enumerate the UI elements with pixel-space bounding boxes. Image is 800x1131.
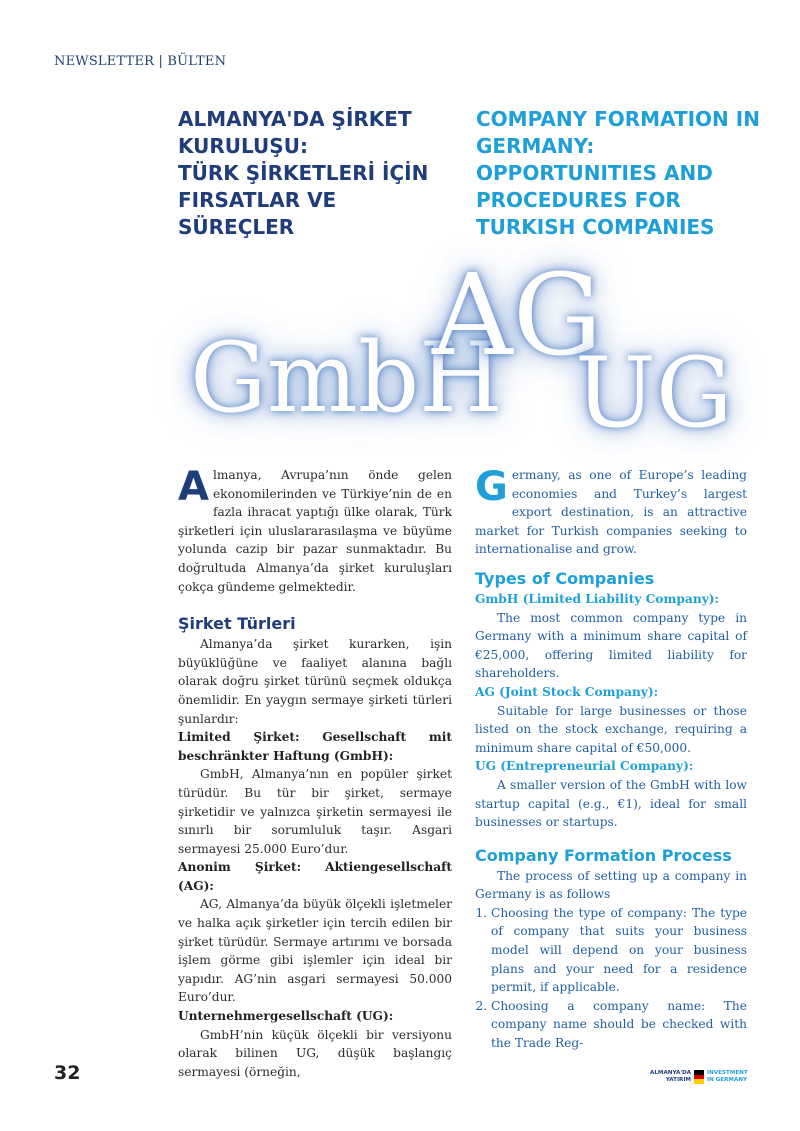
title-line: SÜREÇLER xyxy=(178,215,295,239)
gmbh-paragraph: GmbH, Almanya’nın en popüler şirket türüdür. Bu tür bir şirket, sermaye şirketidir ve yalnızca şirketin sermayesi ile sınırlı bir sorumluluk taşır. Asgari sermayesi 25.000 Euro’dur. xyxy=(178,767,452,856)
logo-text-turkish xyxy=(650,1070,691,1084)
gmbh-subheading: GmbH (Limited Liability Company): xyxy=(475,591,720,606)
newsletter-header: NEWSLETTER | BÜLTEN xyxy=(54,54,227,69)
title-line: TÜRK ŞİRKETLERİ İÇİN xyxy=(178,161,429,185)
process-heading: Company Formation Process xyxy=(475,845,732,865)
ag-subheading: AG (Joint Stock Company): xyxy=(475,684,659,699)
process-intro: The process of setting up a company in Germany is as follows xyxy=(475,868,747,902)
title-line: GERMANY: xyxy=(476,134,595,158)
intro-paragraph xyxy=(475,466,747,559)
list-item: 2. Choosing a company name: The company name should be checked with the Trade Reg- xyxy=(491,997,747,1053)
title-line: OPPORTUNITIES AND xyxy=(476,161,713,185)
logo-line: IN GERMANY xyxy=(707,1077,748,1083)
drop-cap: G xyxy=(475,464,508,510)
drop-cap: A xyxy=(178,464,209,510)
section-heading: Types of Companies xyxy=(475,568,655,588)
logo-line: YATIRIM xyxy=(665,1077,691,1083)
flag-stripe xyxy=(694,1079,704,1084)
ug-paragraph: A smaller version of the GmbH with low startup capital (e.g., €1), ideal for small businesses or startups. xyxy=(475,777,747,830)
list-item: 1. Choosing the type of company: The type of company that suits your business model will depend on your business plans and your need for a residence permit, if applicable. xyxy=(491,904,747,997)
turkish-column xyxy=(178,466,452,1081)
ag-paragraph: AG, Almanya’da büyük ölçekli işletmeler ve halka açık şirketler için tercih edilen bir şirket türüdür. Sermaye artırımı ve borsada işlem görme gibi işlemler için ideal bir yapıdır. AG’nin asgari sermayesi 50.000 Euro’dur. xyxy=(178,897,452,1005)
title-line: FIRSATLAR VE xyxy=(178,188,337,212)
section-heading: Şirket Türleri xyxy=(178,614,296,634)
english-column xyxy=(475,466,747,1053)
title-line: ALMANYA'DA ŞİRKET xyxy=(178,107,412,131)
ag-subheading: Anonim Şirket: Aktiengesellschaft (AG): xyxy=(178,860,452,893)
title-english xyxy=(476,106,776,241)
germany-flag-icon xyxy=(694,1070,704,1084)
intro-paragraph xyxy=(178,466,452,596)
title-line: KURULUŞU: xyxy=(178,134,308,158)
art-ag-text: AG xyxy=(432,251,603,381)
title-line: COMPANY FORMATION IN xyxy=(476,107,760,131)
intro-text: ermany, as one of Europe’s leading economies and Turkey’s largest export destination, is an attractive market for Turkish companies seeking to internationalise and grow. xyxy=(475,468,747,557)
title-line: PROCEDURES FOR xyxy=(476,188,681,212)
logo-text-english xyxy=(707,1070,748,1084)
investment-in-germany-logo xyxy=(650,1065,750,1089)
intro-text: lmanya, Avrupa’nın önde gelen ekonomilerinden ve Türkiye’nin de en fazla ihracat yaptığı ülke olarak, Türk şirketleri için uluslararasılaşma ve büyüme yolunda cazip bir pazar sunmaktadır. Bu doğrultuda Almanya’da şirket kuruluşları çokça gündeme gelmektedir. xyxy=(178,468,452,594)
ag-paragraph: Suitable for large businesses or those listed on the stock exchange, requiring a minimum share capital of €50,000. xyxy=(475,703,747,755)
page-number: 32 xyxy=(54,1062,81,1084)
section-intro: Almanya’da şirket kurarken, işin büyüklüğüne ve faaliyet alanına bağlı olarak doğru şirket türünü seçmek oldukça önemlidir. En yaygın sermaye şirketi türleri şunlardır: xyxy=(178,637,452,726)
ug-subheading: UG (Entrepreneurial Company): xyxy=(475,759,694,774)
logo-line: ALMANYA'DA xyxy=(650,1070,691,1076)
logo-line: INVESTMENT xyxy=(707,1070,748,1076)
gmbh-subheading: Limited Şirket: Gesellschaft mit beschränkter Haftung (GmbH): xyxy=(178,730,452,763)
art-ug-text: UG xyxy=(575,337,733,449)
title-turkish xyxy=(178,106,448,241)
title-line: TURKISH COMPANIES xyxy=(476,215,715,239)
ug-paragraph: GmbH’nin küçük ölçekli bir versiyonu olarak bilinen UG, düşük başlangıç sermayesi (örneğin, xyxy=(178,1027,452,1079)
gmbh-paragraph: The most common company type in Germany with a minimum share capital of €25,000, offering limited liability for shareholders. xyxy=(475,610,747,681)
company-types-artwork xyxy=(170,251,770,449)
process-steps-list xyxy=(475,904,747,1053)
art-gmbh-text: GmbH xyxy=(190,322,503,434)
ug-subheading: Unternehmergesellschaft (UG): xyxy=(178,1009,394,1024)
